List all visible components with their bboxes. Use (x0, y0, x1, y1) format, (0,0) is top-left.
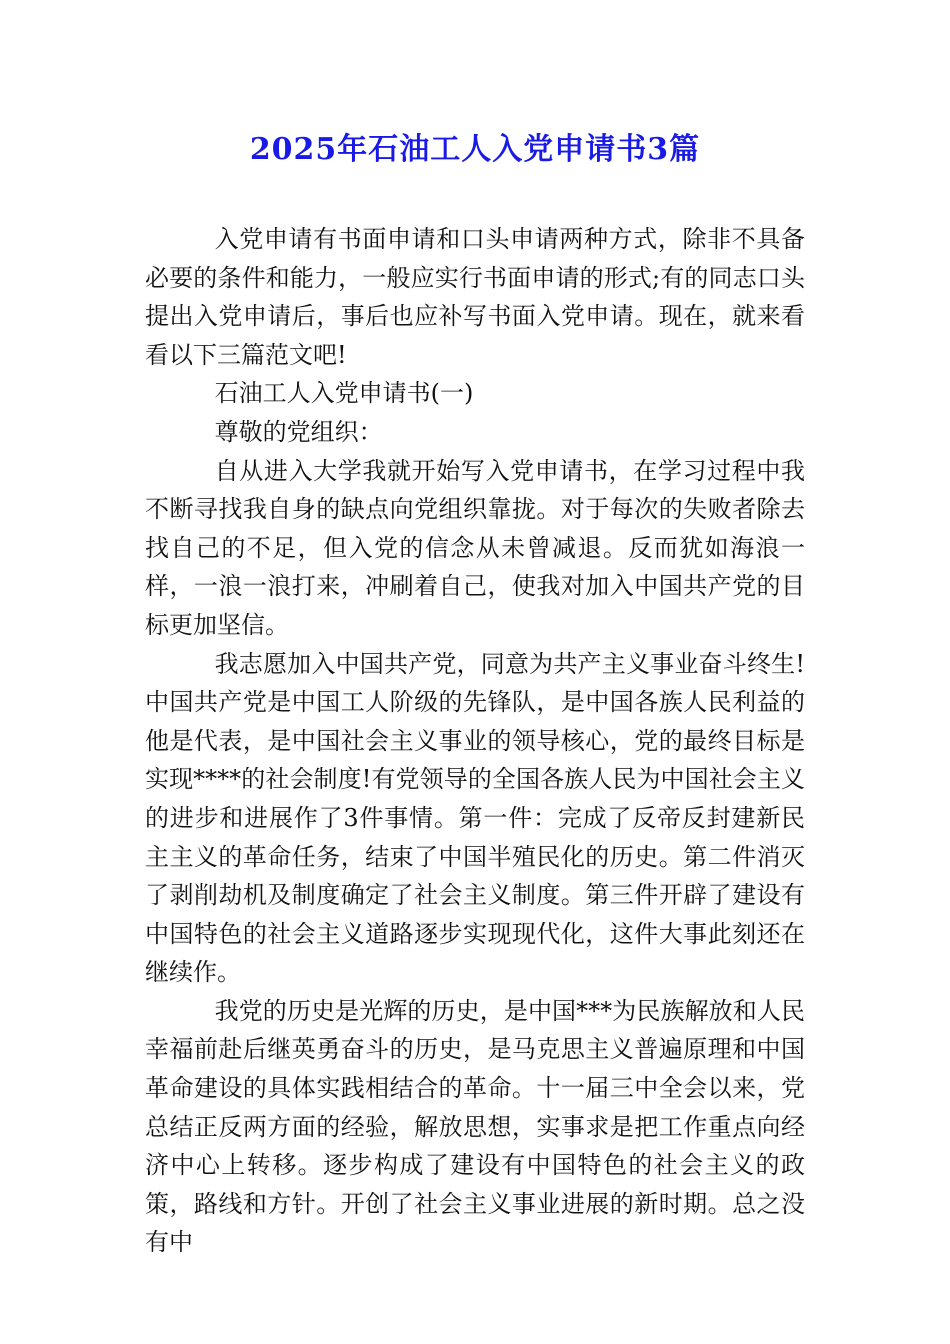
salutation: 尊敬的党组织： (214, 417, 383, 446)
section-heading: 石油工人入党申请书(一) (214, 379, 474, 408)
body-paragraph: 自从进入大学我就开始写入党申请书，在学习过程中我不断寻找我自身的缺点向党组织靠拢。对于每次的失败者除去找自己的不足，但入党的信念从未曾减退。反而犹如海浪一样，一浪一浪打来，冲刷着自己，使我对加入中国共产党的目标更加坚信。 (145, 456, 805, 639)
body-paragraph: 我志愿加入中国共产党，同意为共产主义事业奋斗终生!中国共产党是中国工人阶级的先锋队，是中国各族人民利益的他是代表，是中国社会主义事业的领导核心，党的最终目标是实现****的社会制度!有党领导的全国各族人民为中国社会主义的进步和进展作了3件事情。第一件：完成了反帝反封建新民主主义的革命任务，结束了中国半殖民化的历史。第二件消灭了剥削劫机及制度确定了社会主义制度。第三件开辟了建设有中国特色的社会主义道路逐步实现现代化，这件大事此刻还在继续作。 (145, 649, 805, 987)
document-body (145, 220, 805, 1262)
document-title: 2025年石油工人入党申请书3篇 (249, 132, 701, 167)
body-paragraph: 我党的历史是光辉的历史，是中国***为民族解放和人民幸福前赴后继英勇奋斗的历史，是马克思主义普遍原理和中国革命建设的具体实践相结合的革命。十一届三中全会以来，党总结正反两方面的经验，解放思想，实事求是把工作重点向经济中心上转移。逐步构成了建设有中国特色的社会主义的政策，路线和方针。开创了社会主义事业进展的新时期。总之没有中 (145, 996, 805, 1257)
intro-paragraph: 入党申请有书面申请和口头申请两种方式，除非不具备必要的条件和能力，一般应实行书面申请的形式;有的同志口头提出入党申请后，事后也应补写书面入党申请。现在，就来看看以下三篇范文吧! (145, 225, 805, 369)
